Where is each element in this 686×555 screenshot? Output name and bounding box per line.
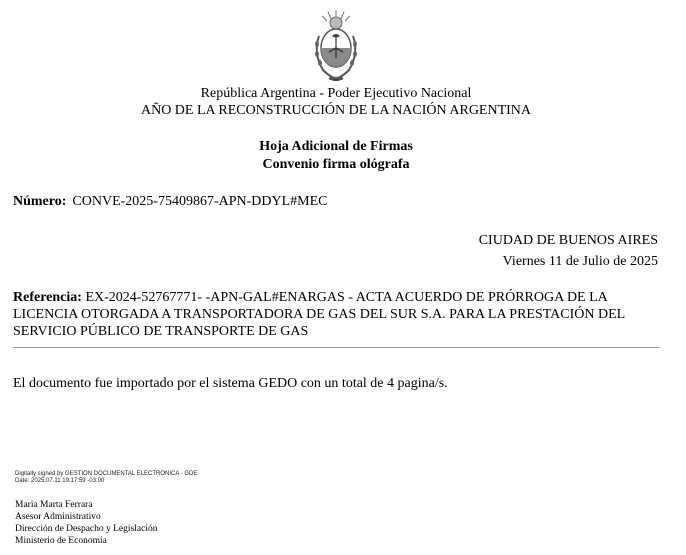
digital-signature-line-1: Digitally signed by GESTION DOCUMENTAL ELECTRONICA - GDE bbox=[15, 471, 198, 477]
header-line-1: República Argentina - Poder Ejecutivo Nacional bbox=[200, 86, 472, 101]
signer-ministry: Ministerio de Economía bbox=[15, 536, 107, 546]
document-number bbox=[13, 194, 328, 210]
place: CIUDAD DE BUENOS AIRES bbox=[478, 233, 658, 248]
signer-office: Dirección de Despacho y Legislación bbox=[15, 524, 158, 534]
signer-block bbox=[15, 499, 157, 547]
signer-name: Maria Marta Ferrara bbox=[15, 500, 93, 510]
document-title: Hoja Adicional de Firmas bbox=[259, 139, 413, 154]
document-number-label: Número: bbox=[13, 194, 67, 209]
coat-of-arms-icon bbox=[309, 8, 363, 84]
date: Viernes 11 de Julio de 2025 bbox=[502, 254, 658, 269]
divider bbox=[13, 347, 660, 348]
signer-role: Asesor Administrativo bbox=[15, 512, 101, 522]
reference-label: Referencia: bbox=[13, 290, 82, 305]
digital-signature-date: Date: 2025.07.11 19:17:59 -03:00 bbox=[15, 478, 105, 484]
document-subtitle: Convenio firma ológrafa bbox=[262, 157, 410, 172]
digital-signature bbox=[15, 471, 197, 485]
reference-value: EX-2024-52767771- -APN-GAL#ENARGAS - ACTA ACUERDO DE PRÓRROGA DE LA LICENCIA OTORGADA A TRANSPORTADORA DE GAS DEL SUR S.A. PARA LA PRESTACIÓN DEL SERVICIO PÚBLICO DE TRANSPORTE DE GAS bbox=[13, 290, 625, 339]
header-line-2: AÑO DE LA RECONSTRUCCIÓN DE LA NACIÓN ARGENTINA bbox=[140, 103, 532, 118]
body-text: El documento fue importado por el sistema GEDO con un total de 4 pagina/s. bbox=[13, 376, 448, 391]
reference bbox=[13, 289, 643, 340]
document-number-value: CONVE-2025-75409867-APN-DDYL#MEC bbox=[72, 194, 328, 209]
